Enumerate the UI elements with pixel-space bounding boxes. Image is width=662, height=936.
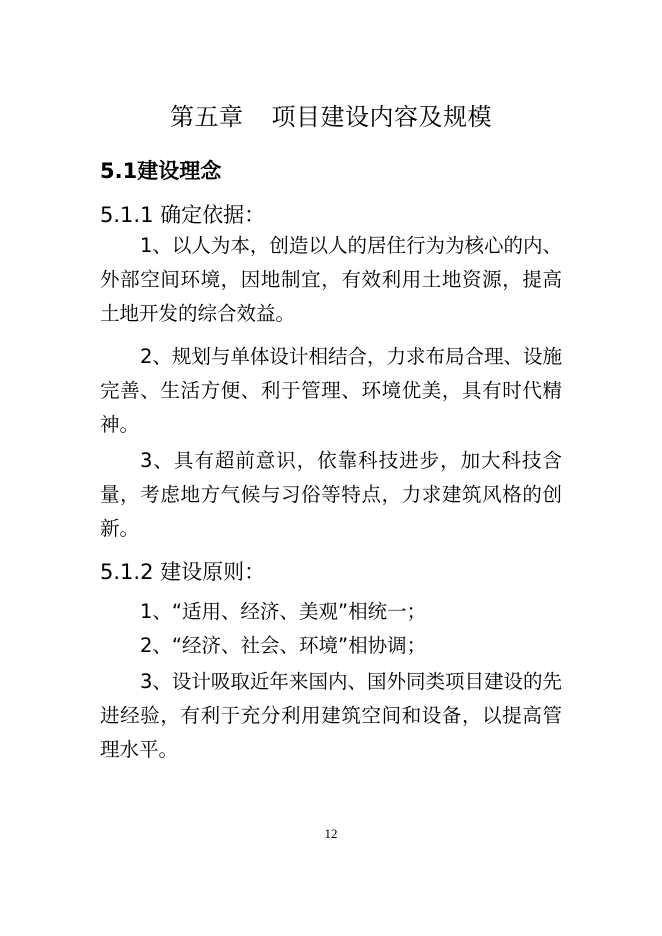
principle-item-1: 1、“适用、经济、美观”相统一；: [140, 600, 427, 623]
basis-item-1: 1、以人为本，创造以人的居住行为为核心的内、外部空间环境，因地制宜，有效利用土地资源，提高土地开发的综合效益。: [100, 234, 562, 325]
basis-item-2: 2、规划与单体设计相结合，力求布局合理、设施完善、生活方便、利于管理、环境优美，具有时代精神。: [100, 345, 562, 436]
principle-item-3: 3、设计吸取近年来国内、国外同类项目建设的先进经验，有利于充分利用建筑空间和设备，以提高管理水平。: [100, 670, 562, 761]
page-number: 12: [324, 826, 338, 841]
chapter-title: [0, 100, 662, 134]
basis-item-3: 3、具有超前意识，依靠科技进步，加大科技含量，考虑地方气候与习俗等特点，力求建筑风格的创新。: [100, 449, 562, 540]
section-title: 5.1建设理念: [100, 159, 222, 183]
subsection-heading-principles: 5.1.2 建设原则：: [100, 560, 266, 584]
chapter-number: 第五章: [170, 103, 244, 131]
chapter-name: 项目建设内容及规模: [271, 103, 492, 131]
principle-item-2: 2、“经济、社会、环境”相协调；: [140, 634, 427, 657]
subsection-heading-basis: 5.1.1 确定依据：: [100, 203, 266, 227]
